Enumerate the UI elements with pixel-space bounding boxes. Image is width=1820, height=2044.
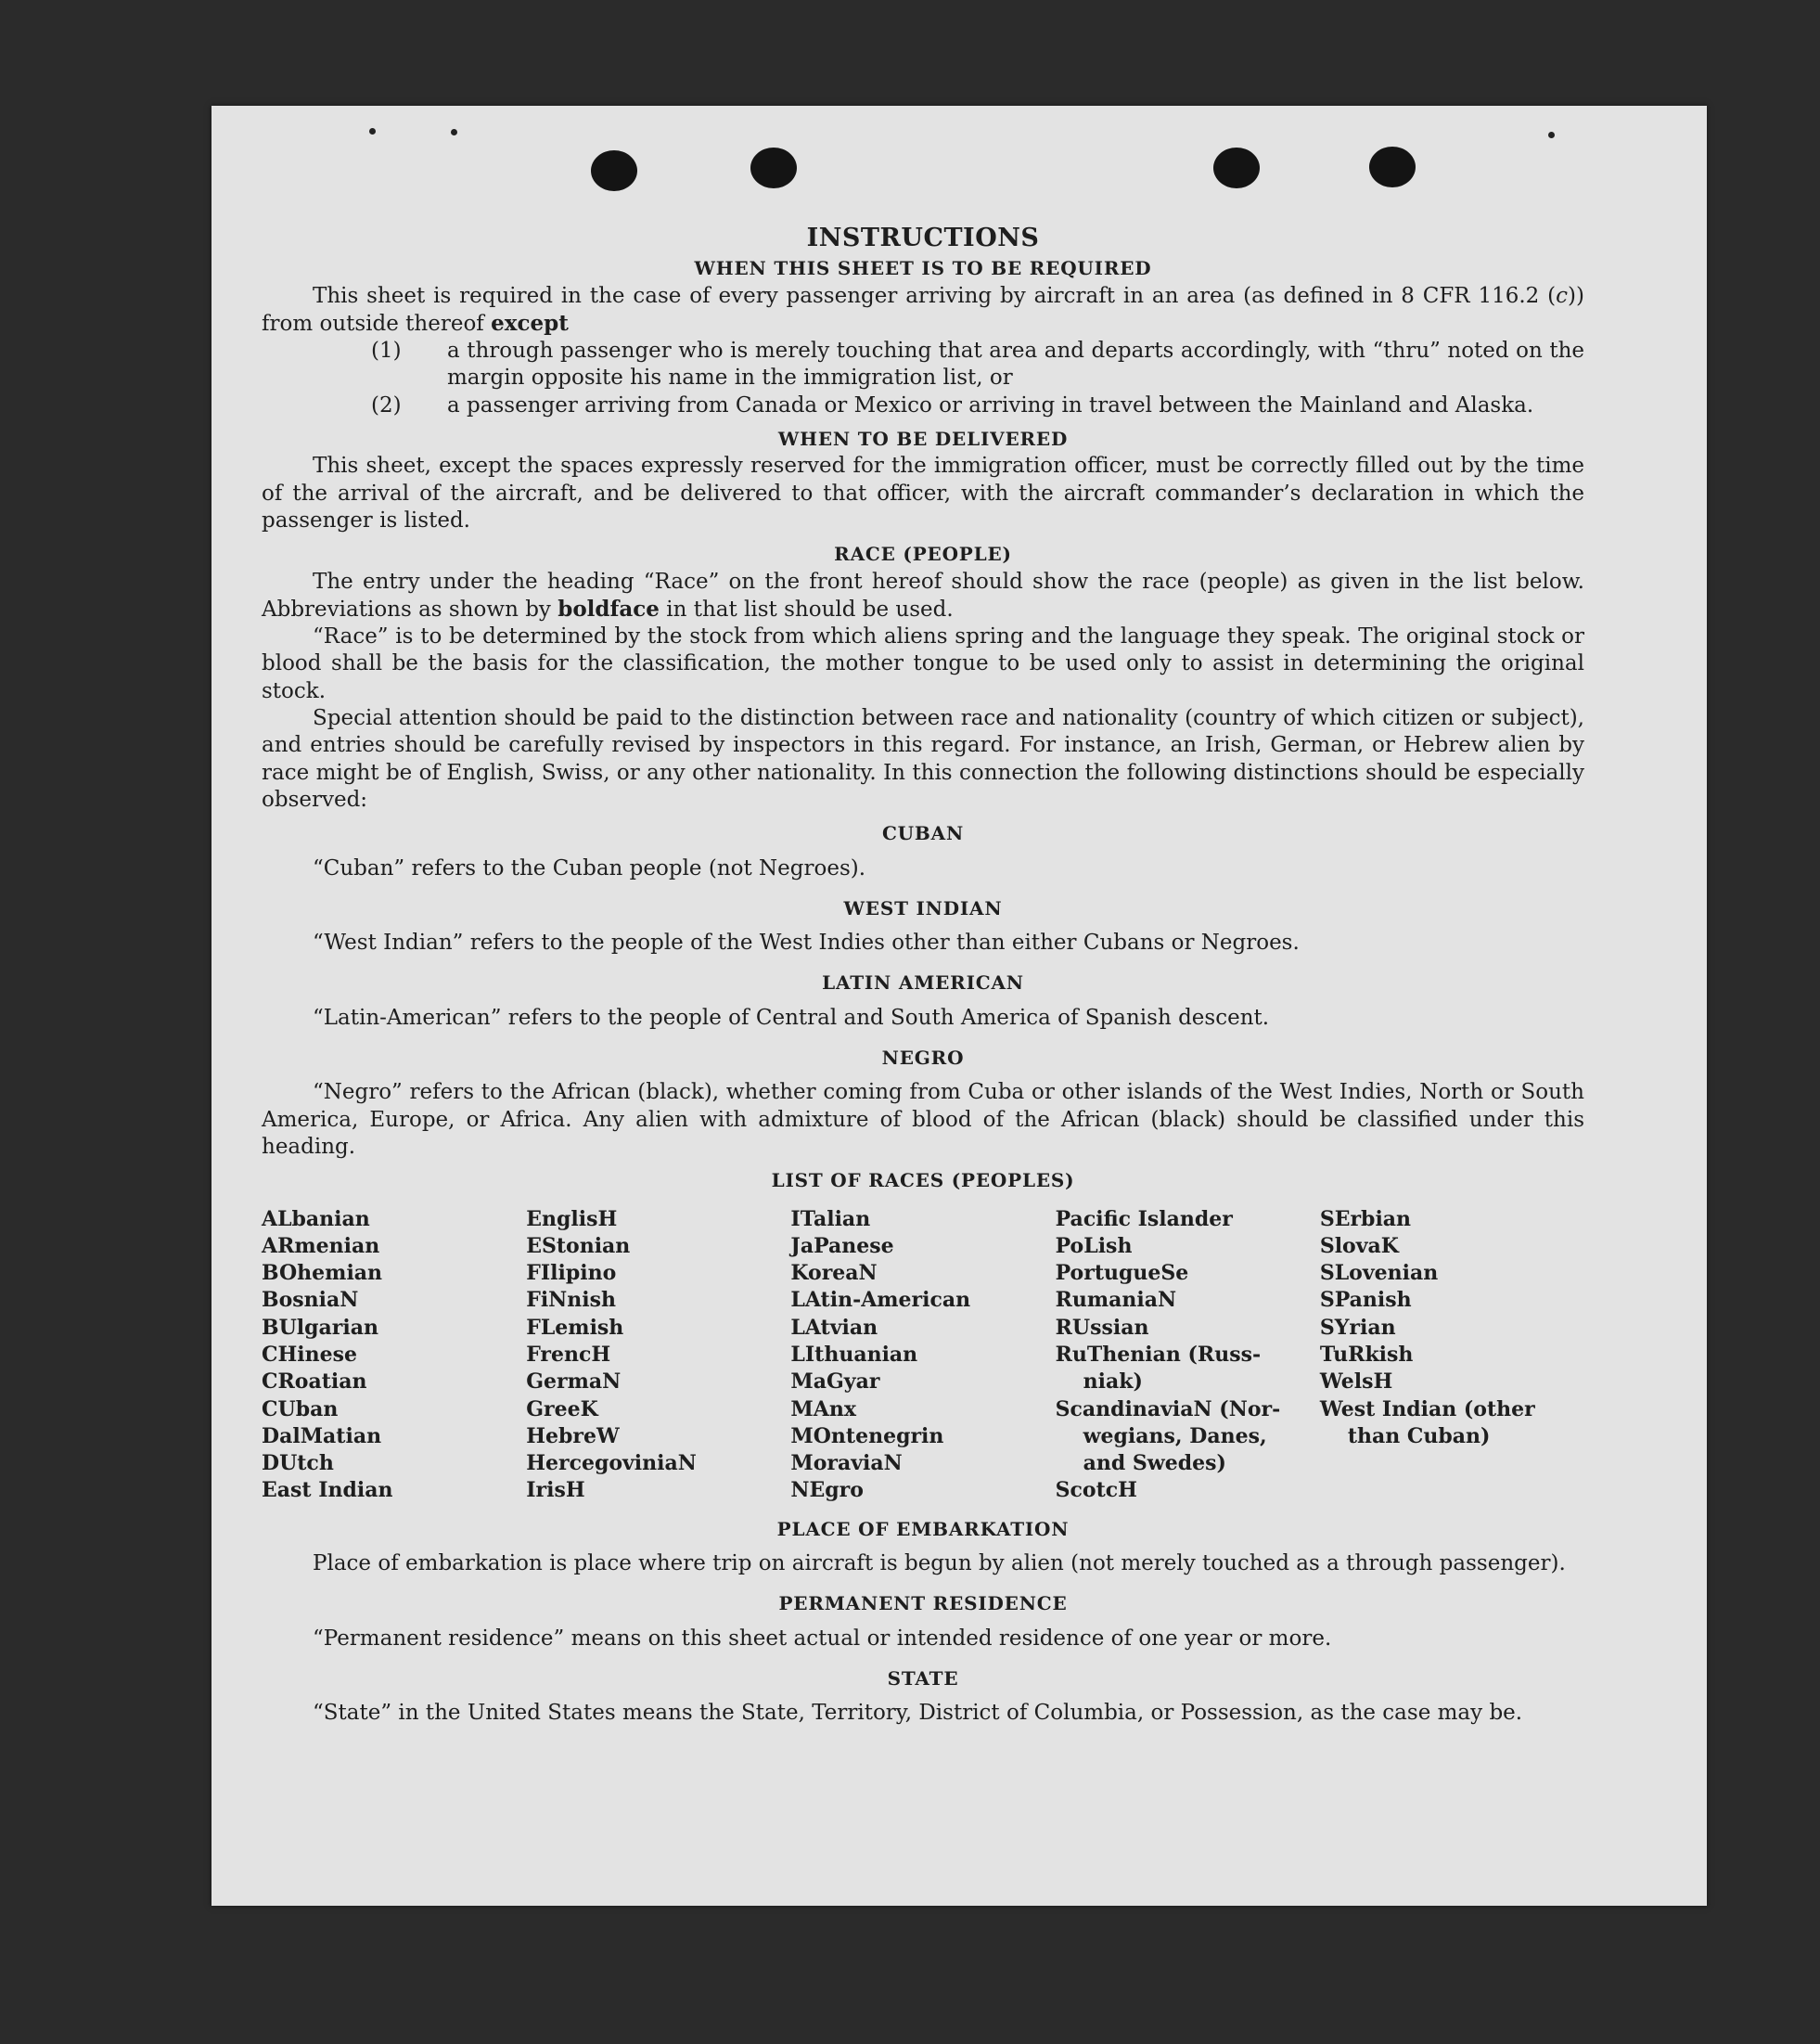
delivered-text: This sheet, except the spaces expressly reserved for the immigration officer, must be correctly filled out by the time of the arrival of the aircraft, and be delivered to that officer, with the aircraft commander’s declaration in which the passenger is listed. [262,454,1584,533]
race-entry: CRoatian [262,1369,367,1395]
race-entry: MoraviaN [790,1451,903,1476]
race-column [262,1206,526,1505]
race-entry: niak) [1083,1369,1143,1395]
section-heading-latin-american: LATIN AMERICAN [822,971,1024,995]
race-entry: ScandinaviaN (Nor- [1055,1396,1281,1421]
speck [1548,132,1555,138]
race-entry: EStonian [526,1233,631,1258]
race-entry: East Indian [262,1478,393,1503]
race-entry: BosniaN [262,1288,359,1313]
races-table [262,1206,1584,1505]
punch-hole [1213,148,1260,188]
punch-hole [750,148,797,188]
race-entry: FiNnish [526,1288,617,1313]
section-heading-state: STATE [887,1666,959,1690]
race-entry: RuThenian (Russ- [1055,1342,1262,1367]
race-entry: LAtvian [790,1315,878,1340]
race-column [790,1206,1055,1505]
race-entry: wegians, Danes, [1083,1423,1267,1448]
race-entry: LAtin-American [790,1288,971,1313]
race-entry: ARmenian [262,1233,380,1258]
race-entry: BOhemian [262,1261,383,1286]
state-text: “State” in the United States means the State, Territory, District of Columbia, or Possession, as the case may be. [313,1701,1523,1726]
race-entry: BUlgarian [262,1315,378,1340]
section-heading-residence: PERMANENT RESIDENCE [778,1592,1068,1615]
required-item-2: (2) a passenger arriving from Canada or Mexico or arriving in travel between the Mainland and Alaska. [371,392,1534,418]
race-paragraph-2: “Race” is to be determined by the stock from which aliens spring and the language they speak. The original stock or blood shall be the basis for the classification, the mother tongue to be used only to assist in determining the original stock. [262,624,1584,703]
race-entry: West Indian (other [1319,1396,1535,1421]
section-heading-race: RACE (PEOPLE) [834,543,1012,566]
race-entry: than Cuban) [1347,1423,1491,1448]
section-heading-embarkation: PLACE OF EMBARKATION [776,1517,1070,1540]
embarkation-text: Place of embarkation is place where trip on aircraft is begun by alien (not merely touched as a through passenger). [313,1551,1566,1576]
race-entry: SPanish [1319,1288,1412,1313]
required-item-1: (1) a through passenger who is merely touching that area and departs accordingly, with “thru” noted on the margin opposite his name in the immigration list, or [371,339,1584,391]
race-column [1320,1206,1584,1505]
race-entry: SYrian [1319,1315,1396,1340]
race-paragraph-3: Special attention should be paid to the distinction between race and nationality (country of which citizen or subject), and entries should be carefully revised by inspectors in this regard. For instance, an Irish, German, or Hebrew alien by race might be of English, Swiss, or any other nationality. In this connection the following distinctions should be especially observed: [262,706,1584,812]
race-entry: FrencH [526,1342,611,1367]
race-entry: HebreW [526,1423,620,1448]
speck [451,129,457,135]
section-heading-negro: NEGRO [881,1047,965,1070]
race-entry: PoLish [1055,1233,1133,1258]
race-entry: CUban [262,1396,339,1421]
race-entry: HercegoviniaN [526,1451,697,1476]
west-indian-text: “West Indian” refers to the people of the West Indies other than either Cubans or Negroes. [313,931,1300,956]
race-entry: and Swedes) [1083,1451,1226,1476]
race-entry: WelsH [1319,1369,1393,1395]
required-intro: This sheet is required in the case of every passenger arriving by aircraft in an area (as defined in 8 CFR 116.2 (c)) from outside thereof except [262,283,1584,336]
page-title: INSTRUCTIONS [806,224,1040,252]
punch-hole [591,150,637,191]
race-entry: FIlipino [526,1261,617,1286]
race-entry: RumaniaN [1055,1288,1177,1313]
race-entry: DalMatian [262,1423,382,1448]
race-entry: EnglisH [526,1206,618,1231]
race-entry: DUtch [262,1451,334,1476]
race-entry: NEgro [790,1478,864,1503]
section-heading-west-indian: WEST INDIAN [843,896,1003,919]
section-heading-list-of-races: LIST OF RACES (PEOPLES) [771,1169,1075,1192]
race-entry: CHinese [262,1342,358,1367]
race-entry: JaPanese [790,1233,894,1258]
race-entry: MaGyar [790,1369,880,1395]
race-entry: TuRkish [1319,1342,1414,1367]
instructions-content [262,225,1584,1728]
race-entry: SlovaK [1319,1233,1399,1258]
race-entry: IrisH [526,1478,585,1503]
race-entry: LIthuanian [790,1342,918,1367]
latin-american-text: “Latin-American” refers to the people of Central and South America of Spanish descent. [313,1005,1270,1030]
race-entry: MAnx [790,1396,856,1421]
race-entry: Pacific Islander [1055,1206,1233,1231]
race-entry: SErbian [1319,1206,1412,1231]
speck [369,128,376,135]
section-heading-required: WHEN THIS SHEET IS TO BE REQUIRED [694,257,1152,280]
race-entry: ScotcH [1055,1478,1137,1503]
race-entry: KoreaN [790,1261,878,1286]
race-entry: PortugueSe [1055,1261,1189,1286]
race-entry: GermaN [526,1369,622,1395]
race-entry: MOntenegrin [790,1423,944,1448]
document-sheet [211,106,1707,1906]
race-entry: ITalian [790,1206,871,1231]
race-column [526,1206,790,1505]
race-entry: FLemish [526,1315,624,1340]
race-entry: RUssian [1055,1315,1149,1340]
negro-text: “Negro” refers to the African (black), whether coming from Cuba or other islands of the West Indies, North or South America, Europe, or Africa. Any alien with admixture of blood of the African (black) should be classified under this heading. [262,1080,1584,1159]
race-column [1056,1206,1320,1505]
cuban-text: “Cuban” refers to the Cuban people (not Negroes). [313,855,866,881]
race-paragraph-1: The entry under the heading “Race” on the front hereof should show the race (people) as given in the list below. Abbreviations as shown by boldface in that list should be used. [262,569,1584,622]
section-heading-delivered: WHEN TO BE DELIVERED [777,428,1069,451]
section-heading-cuban: CUBAN [881,822,965,845]
residence-text: “Permanent residence” means on this sheet actual or intended residence of one year or more. [313,1626,1332,1651]
punch-hole [1369,147,1416,187]
race-entry: SLovenian [1319,1261,1439,1286]
race-entry: ALbanian [262,1206,370,1231]
race-entry: GreeK [526,1396,598,1421]
